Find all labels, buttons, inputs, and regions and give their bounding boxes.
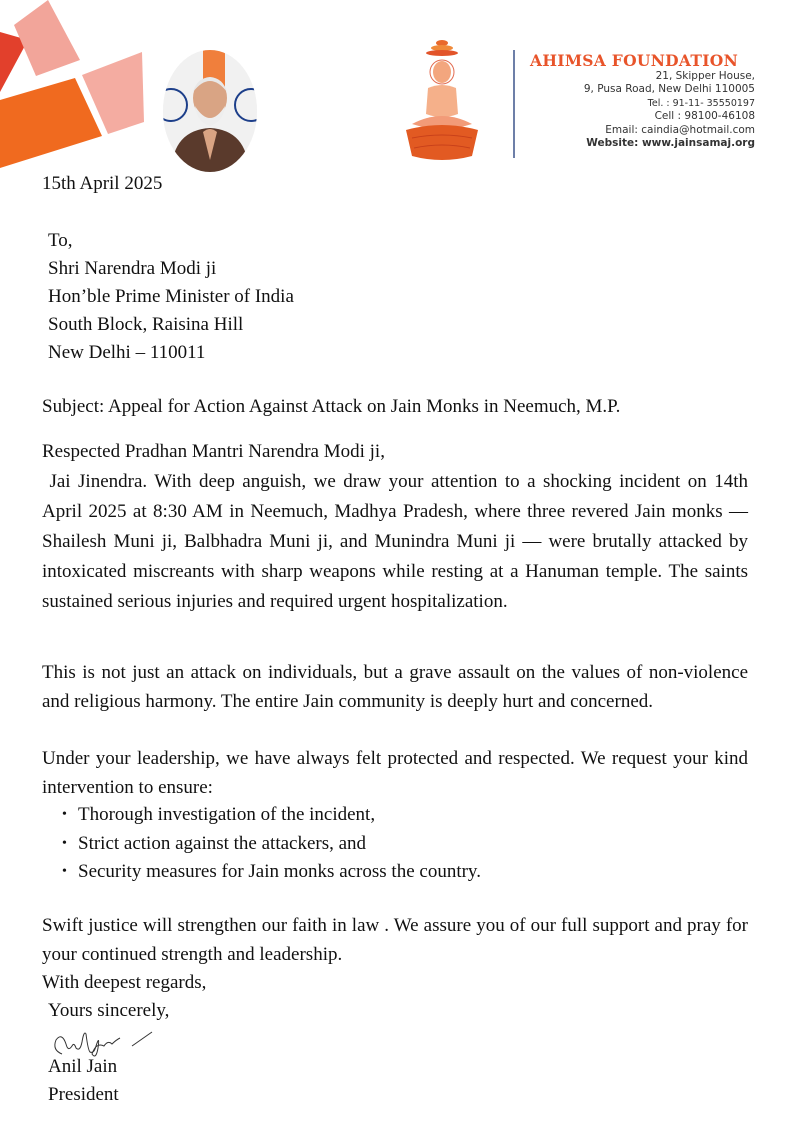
telephone: Tel. : 91-11- 35550197 [647, 97, 755, 109]
request-item: • Strict action against the attackers, and [62, 830, 481, 859]
jain-idol-logo [392, 38, 492, 162]
recipient-address-line-2: New Delhi – 110011 [48, 342, 206, 363]
closing-paragraph: Swift justice will strengthen our faith in law . We assure you of our full support and pray for your continued strength and leadership. [42, 915, 748, 965]
recipient-title: Hon’ble Prime Minister of India [48, 286, 294, 307]
organization-contact-block [530, 51, 755, 150]
organization-name: AHIMSA FOUNDATION [530, 51, 739, 70]
recipient-address-line-1: South Block, Raisina Hill [48, 314, 244, 335]
body-paragraph-3: Under your leadership, we have always felt protected and respected. We request your kind intervention to ensure: [42, 748, 748, 798]
letter-subject: Subject: Appeal for Action Against Attack on Jain Monks in Neemuch, M.P. [42, 396, 621, 417]
address-line-2: 9, Pusa Road, New Delhi 110005 [583, 83, 755, 96]
letterhead-divider [513, 50, 515, 158]
regards-line: With deepest regards, [42, 972, 207, 993]
request-item: • Thorough investigation of the incident, [62, 801, 481, 830]
deco-orange-shape [0, 78, 102, 168]
sign-off: Yours sincerely, [48, 1000, 170, 1021]
requests-list [62, 801, 481, 887]
decorative-shapes [0, 0, 150, 170]
cell-number: Cell : 98100-46108 [654, 110, 755, 123]
recipient-name: Shri Narendra Modi ji [48, 258, 217, 279]
letter-greeting: Respected Pradhan Mantri Narendra Modi ji, [42, 441, 385, 462]
signatory-title: President [48, 1084, 119, 1105]
body-paragraph-1: Jai Jinendra. With deep anguish, we draw your attention to a shocking incident on 14th April 2025 at 8:30 AM in Neemuch, Madhya Pradesh, where three revered Jain monks — Shailesh Muni ji, Balbhadra Muni ji, and Munindra Muni ji — were brutally attacked by intoxicated miscreants with sharp weapons while resting at a Hanuman temple. The saints sustained serious injuries and required urgent hospitalization. [42, 471, 753, 612]
request-item: • Security measures for Jain monks across the country. [62, 858, 481, 887]
portrait-photo [163, 50, 257, 172]
recipient-to: To, [48, 230, 73, 251]
body-paragraph-2: This is not just an attack on individuals, but a grave assault on the values of non-violence and religious harmony. The entire Jain community is deeply hurt and concerned. [42, 662, 748, 712]
letter-date: 15th April 2025 [42, 173, 163, 194]
address-line-1: 21, Skipper House, [655, 70, 755, 82]
deco-pink-shape-top [14, 0, 80, 76]
signatory-name: Anil Jain [48, 1056, 118, 1077]
website: Website: www.jainsamaj.org [586, 137, 755, 150]
email: Email: caindia@hotmail.com [605, 123, 755, 136]
